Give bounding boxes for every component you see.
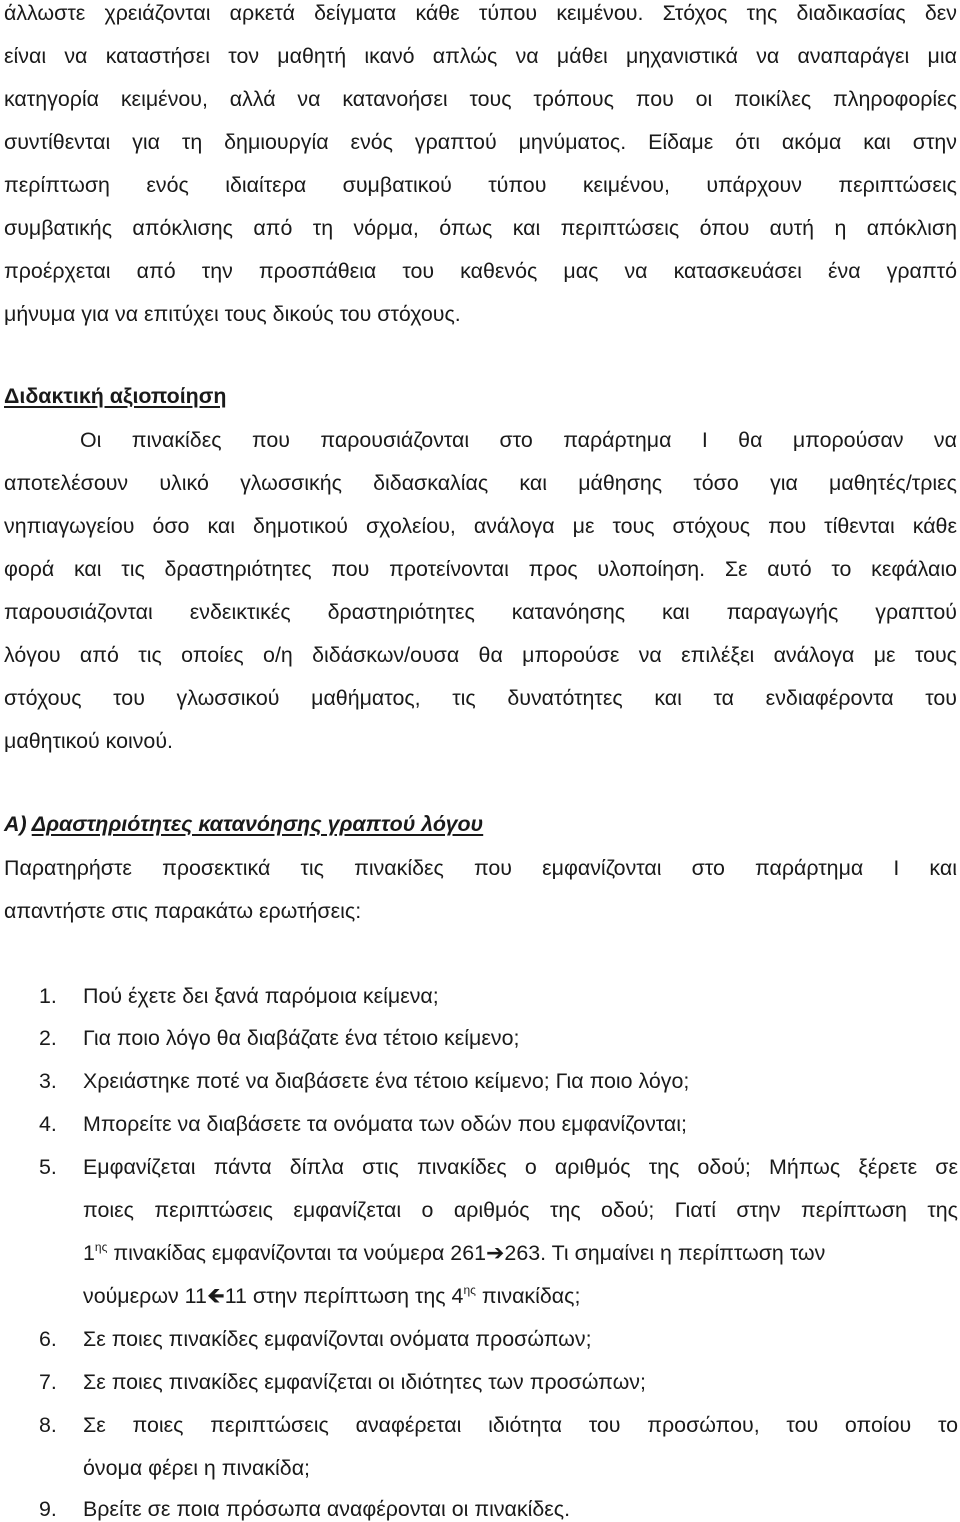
ordinal-suffix: ης — [94, 1240, 108, 1254]
text-line: συμβατικής απόκλισης από τη νόρμα, όπως και περιπτώσεις όπου αυτή η απόκλιση — [4, 216, 957, 240]
heading-prefix: Α) — [4, 812, 32, 836]
text-span: νούμερων 11 — [83, 1284, 207, 1308]
text-span: πινακίδας; — [475, 1284, 581, 1308]
list-number: 3. — [39, 1069, 57, 1093]
text-line: απαντήστε στις παρακάτω ερωτήσεις: — [4, 899, 362, 923]
text-line: στόχους του γλωσσικού μαθήματος, τις δυνατότητες και τα ενδιαφέροντα του — [4, 686, 957, 710]
text-line: φορά και τις δραστηριότητες που προτείνονται προς υλοποίηση. Σε αυτό το κεφάλαιο — [4, 557, 957, 581]
list-text: Σε ποιες περιπτώσεις αναφέρεται ιδιότητα του προσώπου, του οποίου το — [83, 1413, 958, 1437]
list-number: 2. — [39, 1026, 57, 1050]
text-span: πινακίδας εμφανίζονται τα νούμερα 261 — [107, 1241, 486, 1265]
list-text: Χρειάστηκε ποτέ να διαβάσετε ένα τέτοιο κείμενο; Για ποιο λόγο; — [83, 1069, 690, 1093]
text-line: Παρατηρήστε προσεκτικά τις πινακίδες που εμφανίζονται στο παράρτημα Ι και — [4, 856, 957, 880]
text-line: αποτελέσουν υλικό γλωσσικής διδασκαλίας και μάθησης τόσο για μαθητές/τριες — [4, 471, 957, 495]
list-text: Σε ποιες πινακίδες εμφανίζονται ονόματα προσώπων; — [83, 1327, 592, 1351]
text-line: μήνυμα για να επιτύχει τους δικούς του στόχους. — [4, 302, 461, 326]
list-text — [83, 1240, 958, 1266]
list-number: 9. — [39, 1497, 57, 1521]
ordinal-number: 1 — [83, 1241, 95, 1265]
text-line: κατηγορία κειμένου, αλλά να κατανοήσει τους τρόπους που οι ποικίλες πληροφορίες — [4, 87, 957, 111]
list-text — [83, 1283, 958, 1309]
list-text: όνομα φέρει η πινακίδα; — [83, 1456, 311, 1480]
heading-text: Διδακτική αξιοποίηση — [4, 384, 227, 408]
list-text: Πού έχετε δει ξανά παρόμοια κείμενα; — [83, 984, 439, 1008]
text-line: νηπιαγωγείου όσο και δημοτικού σχολείου, ανάλογα με τους στόχους που τίθενται κάθε — [4, 514, 957, 538]
text-line: άλλωστε χρειάζονται αρκετά δείγματα κάθε τύπου κειμένου. Στόχος της διαδικασίας δεν — [4, 1, 957, 25]
list-number: 6. — [39, 1327, 57, 1351]
list-text: Σε ποιες πινακίδες εμφανίζεται οι ιδιότητες των προσώπων; — [83, 1370, 646, 1394]
text-line: περίπτωση ενός ιδιαίτερα συμβατικού τύπου κειμένου, υπάρχουν περιπτώσεις — [4, 173, 957, 197]
section-heading — [4, 811, 957, 837]
text-line: λόγου από τις οποίες ο/η διδάσκων/ουσα θα μπορούσε να επιλέξει ανάλογα με τους — [4, 643, 957, 667]
list-number: 5. — [39, 1155, 57, 1179]
list-text: Εμφανίζεται πάντα δίπλα στις πινακίδες ο αριθμός της οδού; Μήπως ξέρετε σε — [83, 1155, 958, 1179]
section-heading — [4, 383, 957, 409]
ordinal-suffix: ης — [463, 1283, 476, 1297]
text-span: 11 στην περίπτωση της 4 — [224, 1284, 464, 1308]
text-line: παρουσιάζονται ενδεικτικές δραστηριότητες κατανόησης και παραγωγής γραπτού — [4, 600, 957, 624]
heading-text: Δραστηριότητες κατανόησης γραπτού λόγου — [31, 812, 484, 836]
list-text: Για ποιο λόγο θα διαβάζατε ένα τέτοιο κείμενο; — [83, 1026, 520, 1050]
left-arrow-icon: 🡸 — [206, 1283, 225, 1308]
text-line: είναι να καταστήσει τον μαθητή ικανό απλώς να μάθει μηχανιστικά να αναπαράγει μια — [4, 44, 957, 68]
text-line: Οι πινακίδες που παρουσιάζονται στο παράρτημα Ι θα μπορούσαν να — [80, 428, 957, 452]
text-line: προέρχεται από την προσπάθεια του καθενός μας να κατασκευάσει ένα γραπτό — [4, 259, 957, 283]
list-text: ποιες περιπτώσεις εμφανίζεται ο αριθμός της οδού; Γιατί στην περίπτωση της — [83, 1198, 958, 1222]
right-arrow-icon: ➔ — [485, 1240, 505, 1265]
list-number: 8. — [39, 1413, 57, 1437]
list-text: Βρείτε σε ποια πρόσωπα αναφέρονται οι πινακίδες. — [83, 1497, 571, 1521]
text-span: 263. Τι σημαίνει η περίπτωση των — [504, 1241, 826, 1265]
list-number: 4. — [39, 1112, 57, 1136]
list-text: Μπορείτε να διαβάσετε τα ονόματα των οδών που εμφανίζονται; — [83, 1112, 687, 1136]
text-line: μαθητικού κοινού. — [4, 729, 173, 753]
list-number: 1. — [39, 984, 57, 1008]
text-line: συντίθενται για τη δημιουργία ενός γραπτού μηνύματος. Είδαμε ότι ακόμα και στην — [4, 130, 957, 154]
list-number: 7. — [39, 1370, 57, 1394]
